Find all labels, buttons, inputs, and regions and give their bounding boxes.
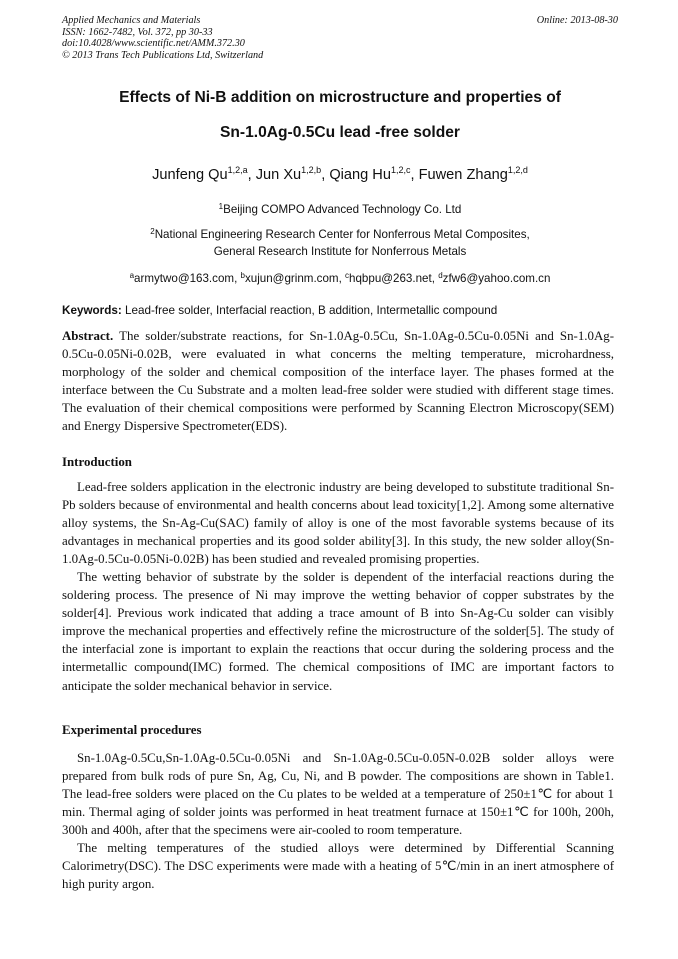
author-emails: $^a$armytwo@163.com, $^b$xujun@grinm.com, $^c$hqbpu@263.net, $^d$zfw6@yahoo.com.cn [129,271,551,285]
introduction-body [62,478,614,695]
email[interactable]: $^b$xujun@grinm.com [240,271,339,285]
keywords-label: Keywords: [62,304,122,317]
section-heading-introduction: Introduction [62,455,132,469]
affiliation-1: $^1$Beijing COMPO Advanced Technology Co. Ltd [218,202,462,216]
abstract-label: Abstract. [62,329,114,343]
author-list [62,167,618,183]
email[interactable]: $^c$hqbpu@263.net [345,271,432,285]
author: Jun Xu$^{1,2,b}$, [255,165,330,183]
paragraph: The melting temperatures of the studied alloys were determined by Differential Scanning Calorimetry(DSC). The DSC experiments were made with a heating of 5℃/min in an inert atmosphere of high purity argon. [62,841,614,892]
email[interactable]: $^d$zfw6@yahoo.com.cn [438,271,551,285]
affiliation-2: $^2$National Engineering Research Center for Nonferrous Metal Composites, General Research Institute for Nonferrous Metals [150,227,530,258]
paragraph: The wetting behavior of substrate by the solder is dependent of the interfacial reactions during the soldering process. The presence of Ni may improve the wetting behavior of copper substrates by the solder[4]. Previous work indicated that adding a trace amount of B into Sn-Ag-Cu solder can visibly improve the mechanical properties and effectively refine the microstructure of the solder[5]. The study of the interfacial zone is important to explain the reactions that occur during the soldering process and the intermetallic compound(IMC) formed. The chemical compositions of IMC are important factors to anticipate the solder mechanical behavior in service. [62,570,614,693]
author-affil-sup: 1,2,d [507,165,528,175]
copyright-line: © 2013 Trans Tech Publications Ltd, Switzerland [62,49,264,61]
abstract-text: The solder/substrate reactions, for Sn-1.0Ag-0.5Cu, Sn-1.0Ag-0.5Cu-0.05Ni and Sn-1.0Ag-0.5Cu-0.05Ni-0.02B, were evaluated in what concerns the melting temperature, microhardness, morphology of the solder and chemical composition of the interface layer. The phases formed at the interface between the Cu Substrate and a molten lead-free solder were studied with different stage times. The evaluation of their chemical compositions were performed by Scanning Electron Microscopy(SEM) and Energy Dispersive Spectrometer(EDS). [62,329,614,434]
author: Qiang Hu$^{1,2,c}$, [329,165,419,183]
journal-header [62,15,618,61]
experimental-body [62,749,614,893]
abstract [62,327,614,435]
author: Fuwen Zhang$^{1,2,d}$ [418,165,528,183]
paragraph: Lead-free solders application in the electronic industry are being developed to substitute traditional Sn-Pb solders because of environmental and health concerns about lead toxicity[1,2]. Among some alternative alloy systems, the Sn-Ag-Cu(SAC) family of alloy is one of the most favorable systems because of its advantages in mechanical properties and its good solder ability[3]. In this study, the new solder alloy(Sn-1.0Ag-0.5Cu-0.05Ni-0.02B) has been studied and revealed promising properties. [62,480,614,567]
keywords [62,304,618,317]
keywords-text: Lead-free solder, Interfacial reaction, B addition, Intermetallic compound [121,304,498,317]
author-affil-sup: 1,2,b [301,165,322,175]
paper-title-line-1: Effects of Ni-B addition on microstructure and properties of [119,89,561,106]
author-affil-sup: 1,2,a [227,165,248,175]
email[interactable]: $^a$armytwo@163.com [129,271,235,285]
section-heading-experimental: Experimental procedures [62,723,202,737]
issn-line: ISSN: 1662-7482, Vol. 372, pp 30-33 [62,26,213,38]
doi-line: doi:10.4028/www.scientific.net/AMM.372.30 [62,38,245,50]
online-date: Online: 2013-08-30 [536,15,618,26]
journal-name: Applied Mechanics and Materials [62,15,201,26]
paragraph: Sn-1.0Ag-0.5Cu,Sn-1.0Ag-0.5Cu-0.05Ni and Sn-1.0Ag-0.5Cu-0.05N-0.02B solder alloys were prepared from bulk rods of pure Sn, Ag, Cu, Ni, and B powder. The compositions are shown in Table1. The lead-free solders were placed on the Cu plates to be welded at a temperature of 250±1℃ for about 1 min. Thermal aging of solder joints was performed in heat treatment furnace at 150±1℃ for 100h, 200h, 300h and 400h, after that the specimens were air-cooled to room temperature. [62,751,614,838]
author-affil-sup: 1,2,c [390,165,411,175]
paper-title-line-2: Sn-1.0Ag-0.5Cu lead -free solder [219,124,461,141]
author: Junfeng Qu$^{1,2,a}$, [152,165,256,183]
